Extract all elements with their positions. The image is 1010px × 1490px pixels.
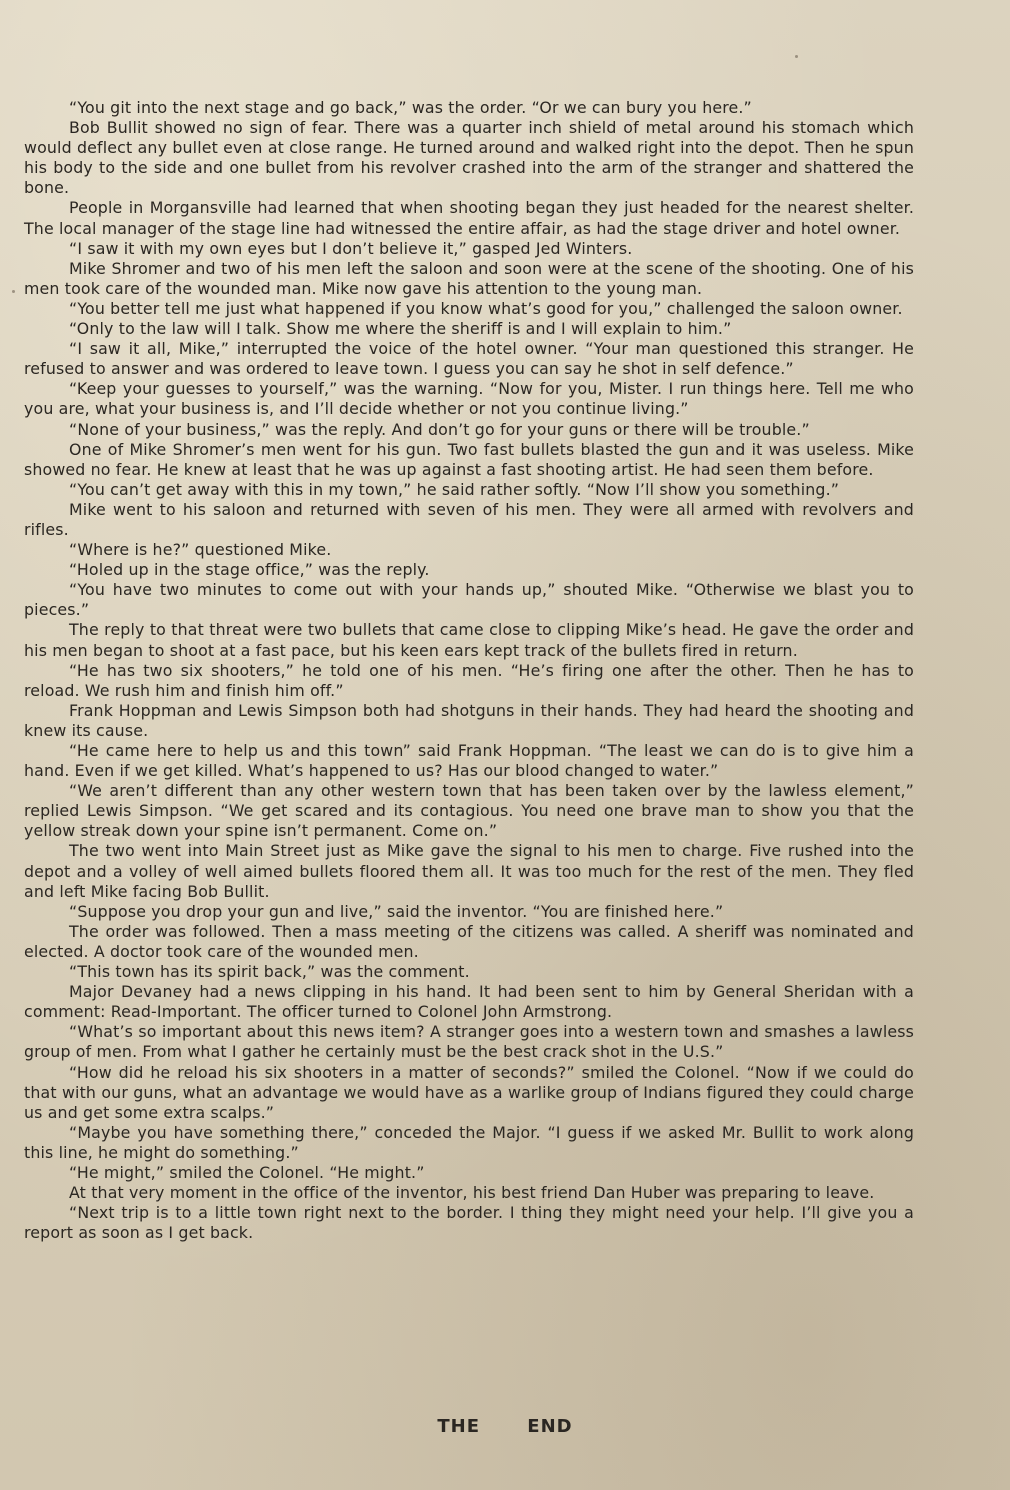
story-paragraph: “None of your business,” was the reply. And don’t go for your guns or there will be trouble.”: [69, 419, 810, 439]
story-paragraph: “He might,” smiled the Colonel. “He might.”: [69, 1162, 425, 1182]
story-paragraph: Frank Hoppman and Lewis Simpson both had shotguns in their hands. They had heard the shooting and knew its cause.: [24, 700, 914, 740]
story-paragraph: The reply to that threat were two bullets that came close to clipping Mike’s head. He gave the order and his men began to shoot at a fast pace, but his keen ears kept track of the bullets fired in return.: [24, 620, 914, 660]
the-end-heading: THE END: [437, 1416, 573, 1437]
story-paragraph: “You better tell me just what happened if you know what’s good for you,” challenged the saloon owner.: [69, 298, 903, 318]
story-paragraph: Major Devaney had a news clipping in his hand. It had been sent to him by General Sheridan with a comment: Read-Important. The officer turned to Colonel John Armstrong.: [24, 982, 914, 1022]
story-text: [24, 98, 914, 1243]
story-paragraph: “You have two minutes to come out with your hands up,” shouted Mike. “Otherwise we blast you to pieces.”: [24, 580, 914, 620]
story-paragraph: “You can’t get away with this in my town,” he said rather softly. “Now I’ll show you something.”: [69, 479, 840, 499]
story-paragraph: “How did he reload his six shooters in a matter of seconds?” smiled the Colonel. “Now if we could do that with our guns, what an advantage we would have as a warlike group of Indians figured they could charge us and get some extra scalps.”: [24, 1062, 914, 1122]
story-paragraph: “He came here to help us and this town” said Frank Hoppman. “The least we can do is to give him a hand. Even if we get killed. What’s happened to us? Has our blood changed to water.”: [24, 741, 914, 781]
story-paragraph: “He has two six shooters,” he told one of his men. “He’s firing one after the other. Then he has to reload. We rush him and finish him off.”: [24, 660, 914, 700]
story-paragraph: The order was followed. Then a mass meeting of the citizens was called. A sheriff was nominated and elected. A doctor took care of the wounded men.: [24, 921, 914, 961]
story-paragraph: “Holed up in the stage office,” was the reply.: [69, 560, 430, 580]
story-paragraph: One of Mike Shromer’s men went for his gun. Two fast bullets blasted the gun and it was useless. Mike showed no fear. He knew at least that he was up against a fast shooting artist. He had seen them before.: [24, 439, 914, 479]
story-paragraph: At that very moment in the office of the inventor, his best friend Dan Huber was preparing to leave.: [69, 1183, 875, 1203]
story-paragraph: Mike Shromer and two of his men left the saloon and soon were at the scene of the shooting. One of his men took care of the wounded man. Mike now gave his attention to the young man.: [24, 258, 914, 298]
story-paragraph: “Keep your guesses to yourself,” was the warning. “Now for you, Mister. I run things here. Tell me who you are, what your business is, and I’ll decide whether or not you continue living.”: [24, 379, 914, 419]
story-paragraph: “We aren’t different than any other western town that has been taken over by the lawless element,” replied Lewis Simpson. “We get scared and its contagious. You need one brave man to show you that the yellow streak down your spine isn’t permanent. Come on.”: [24, 781, 914, 841]
story-paragraph: People in Morgansville had learned that when shooting began they just headed for the nearest shelter. The local manager of the stage line had witnessed the entire affair, as had the stage driver and hotel owner.: [24, 198, 914, 238]
story-paragraph: “I saw it with my own eyes but I don’t believe it,” gasped Jed Winters.: [69, 238, 633, 258]
story-paragraph: “Only to the law will I talk. Show me where the sheriff is and I will explain to him.”: [69, 319, 732, 339]
story-paragraph: “Where is he?” questioned Mike.: [69, 540, 332, 560]
story-paragraph: The two went into Main Street just as Mike gave the signal to his men to charge. Five rushed into the depot and a volley of well aimed bullets floored them all. It was too much for the rest of the men. They fled and left Mike facing Bob Bullit.: [24, 841, 914, 901]
story-paragraph: “Suppose you drop your gun and live,” said the inventor. “You are finished here.”: [69, 901, 724, 921]
story-paragraph: “Next trip is to a little town right next to the border. I thing they might need your help. I’ll give you a report as soon as I get back.: [24, 1203, 914, 1243]
story-paragraph: “Maybe you have something there,” conceded the Major. “I guess if we asked Mr. Bullit to work along this line, he might do something.”: [24, 1122, 914, 1162]
paper-speck: [795, 55, 798, 58]
story-paragraph: “This town has its spirit back,” was the comment.: [69, 962, 470, 982]
story-paragraph: Mike went to his saloon and returned with seven of his men. They were all armed with revolvers and rifles.: [24, 499, 914, 539]
paper-speck: [12, 290, 15, 293]
story-paragraph: Bob Bullit showed no sign of fear. There was a quarter inch shield of metal around his stomach which would deflect any bullet even at close range. He turned around and walked right into the depot. Then he spun his body to the side and one bullet from his revolver crashed into the arm of the stranger and shattered the bone.: [24, 118, 914, 198]
story-paragraph: “I saw it all, Mike,” interrupted the voice of the hotel owner. “Your man questioned this stranger. He refused to answer and was ordered to leave town. I guess you can say he shot in self defence.”: [24, 339, 914, 379]
story-paragraph: “What’s so important about this news item? A stranger goes into a western town and smashes a lawless group of men. From what I gather he certainly must be the best crack shot in the U.S.”: [24, 1022, 914, 1062]
story-paragraph: “You git into the next stage and go back,” was the order. “Or we can bury you here.”: [69, 98, 752, 117]
